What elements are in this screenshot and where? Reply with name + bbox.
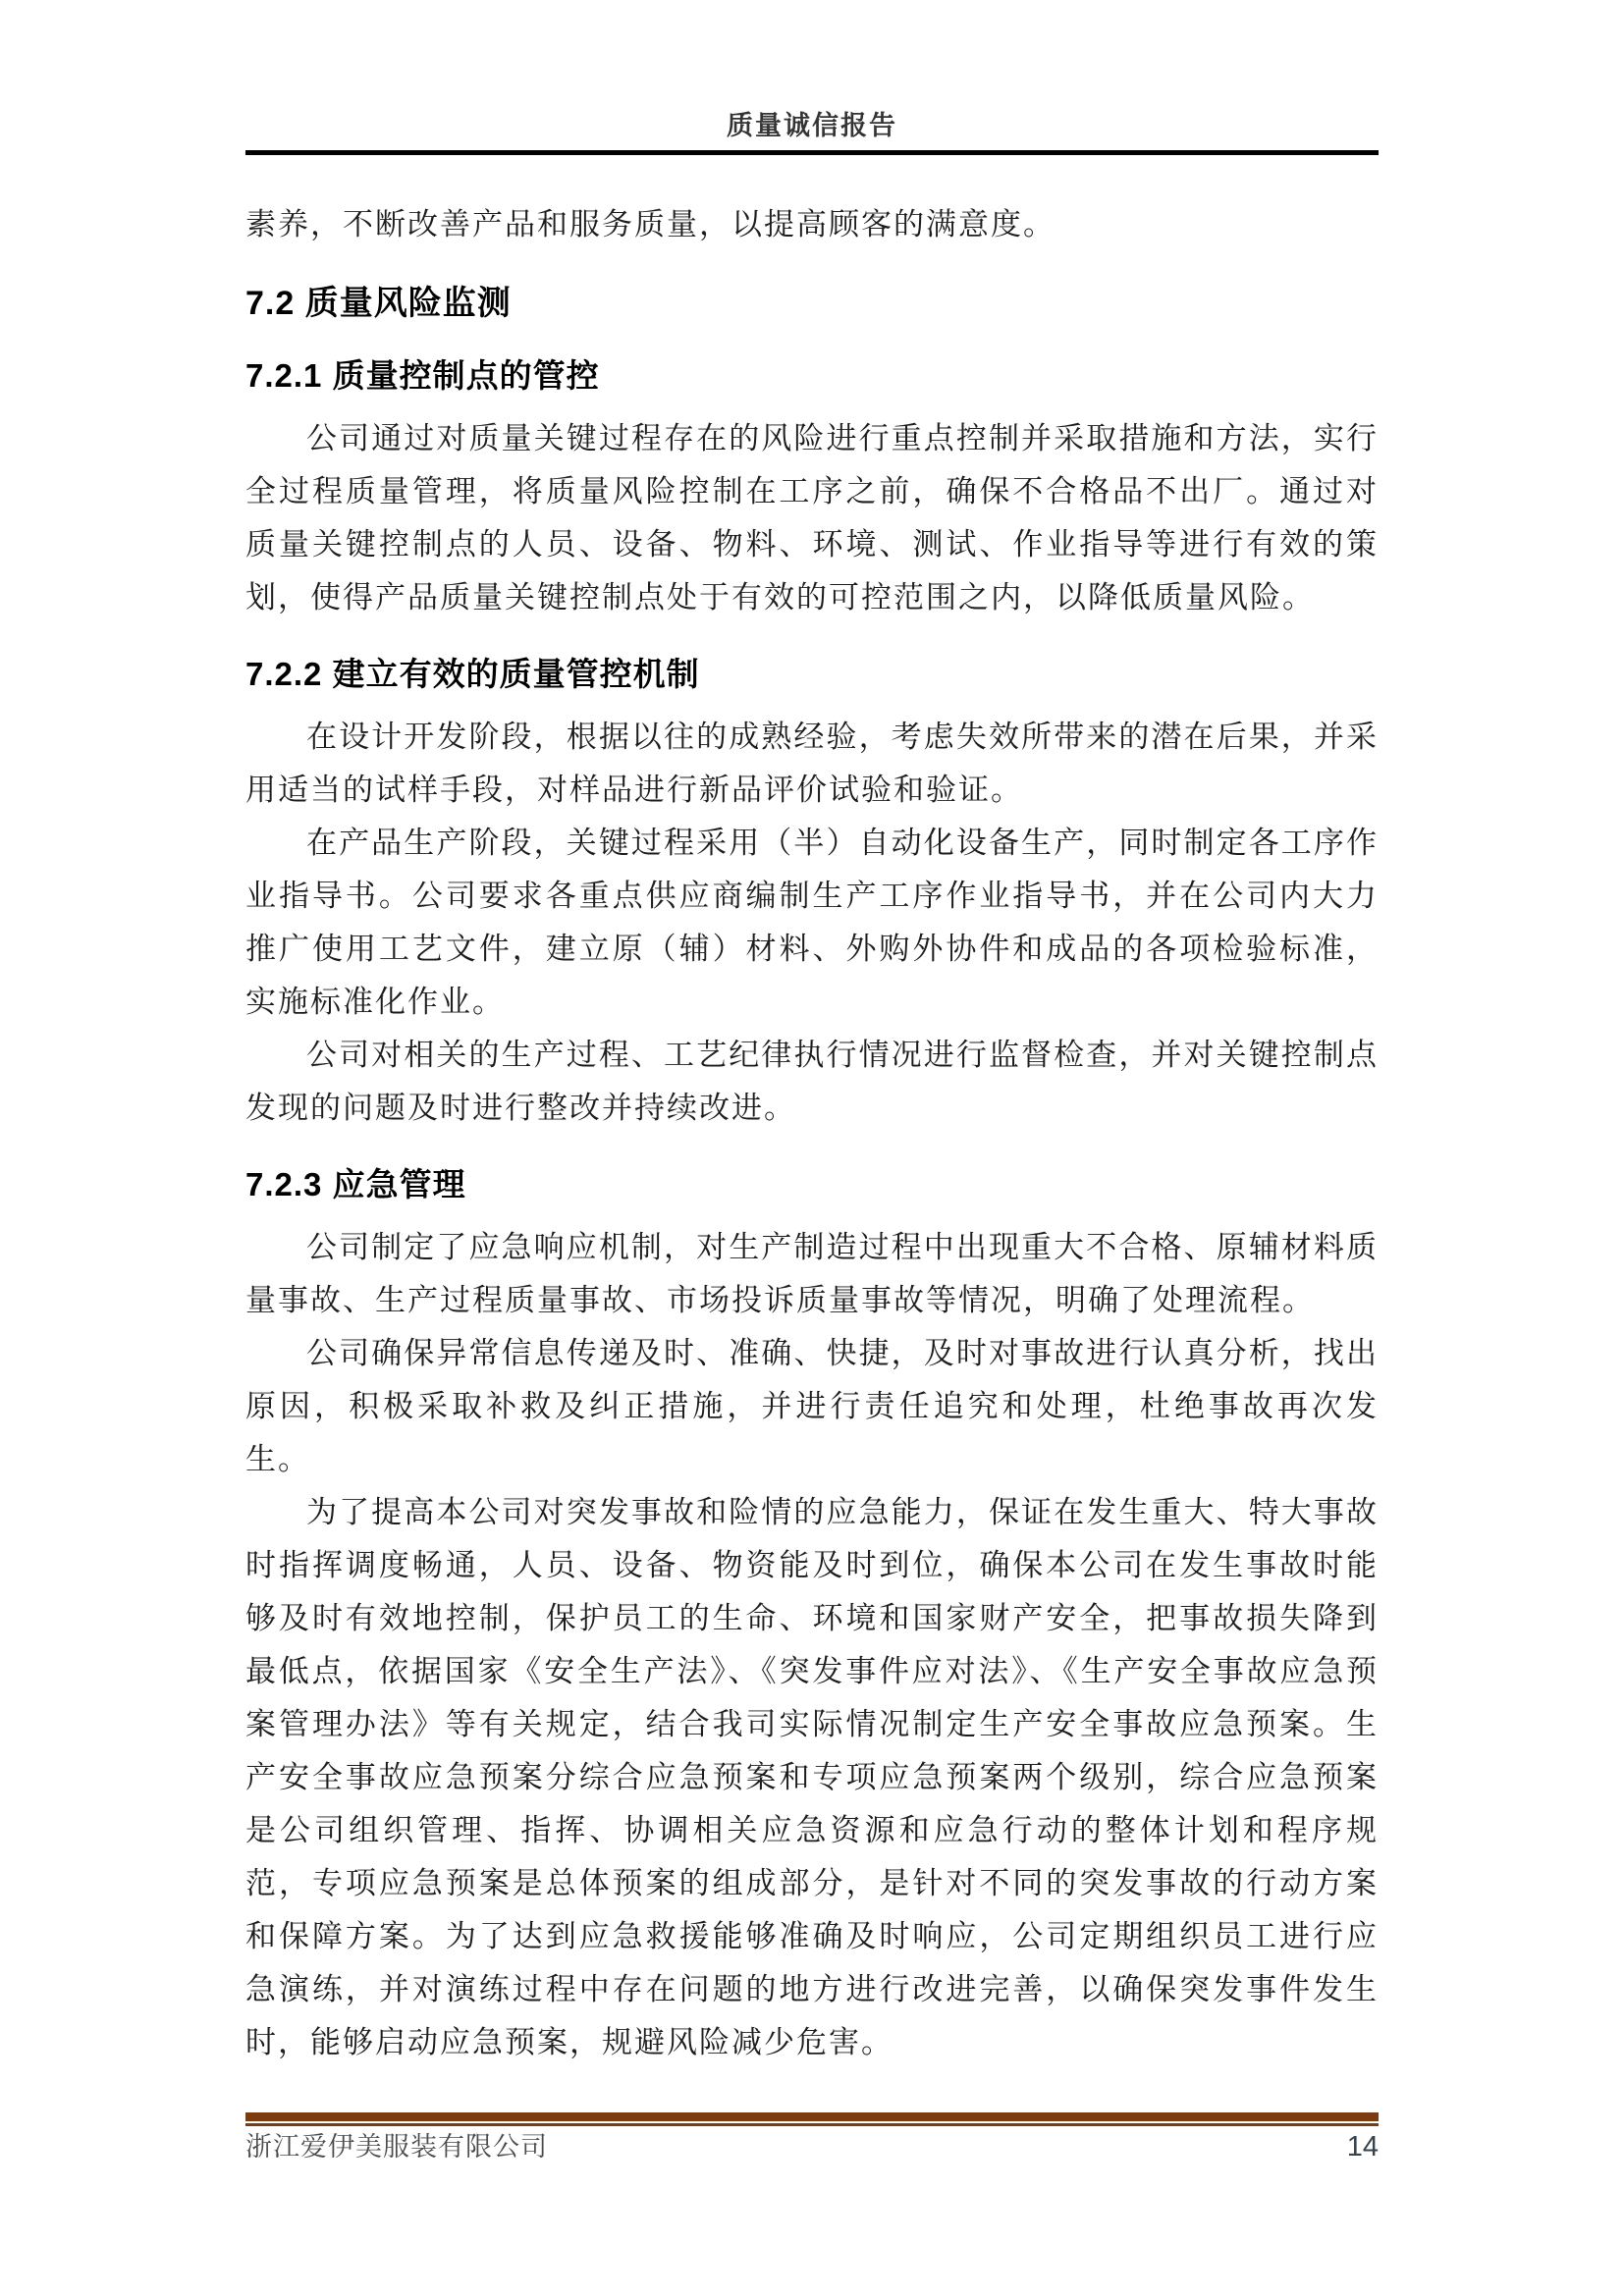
continuation-paragraph: 素养，不断改善产品和服务质量，以提高顾客的满意度。 xyxy=(245,207,1056,241)
subsection-heading-7-2-2: 7.2.2 建立有效的质量管控机制 xyxy=(245,656,700,692)
paragraph: 公司确保异常信息传递及时、准确、快捷，及时对事故进行认真分析，找出原因，积极采取补救及纠正措施，并进行责任追究和处理，杜绝事故再次发生。 xyxy=(245,1336,1379,1476)
paragraph: 为了提高本公司对突发事故和险情的应急能力，保证在发生重大、特大事故时指挥调度畅通，人员、设备、物资能及时到位，确保本公司在发生事故时能够及时有效地控制，保护员工的生命、环境和国家财产安全，把事故损失降到最低点，依据国家《安全生产法》、《突发事件应对法》、《生产安全事故应急预案管理办法》等有关规定，结合我司实际情况制定生产安全事故应急预案。生产安全事故应急预案分综合应急预案和专项应急预案两个级别，综合应急预案是公司组织管理、指挥、协调相关应急资源和应急行动的整体计划和程序规范，专项应急预案是总体预案的组成部分，是针对不同的突发事故的行动方案和保障方案。为了达到应急救援能够准确及时响应，公司定期组织员工进行应急演练，并对演练过程中存在问题的地方进行改进完善，以确保突发事件发生时，能够启动应急预案，规避风险减少危害。 xyxy=(245,1495,1379,2059)
header-rule xyxy=(245,150,1379,155)
subsection-heading-7-2-3: 7.2.3 应急管理 xyxy=(245,1166,466,1202)
paragraph: 公司制定了应急响应机制，对生产制造过程中出现重大不合格、原辅材料质量事故、生产过程质量事故、市场投诉质量事故等情况，明确了处理流程。 xyxy=(245,1230,1379,1317)
paragraph: 在设计开发阶段，根据以往的成熟经验，考虑失效所带来的潜在后果，并采用适当的试样手段，对样品进行新品评价试验和验证。 xyxy=(245,720,1379,807)
footer-row xyxy=(245,2130,1379,2163)
page-footer xyxy=(245,2112,1379,2163)
subsection-heading-7-2-1: 7.2.1 质量控制点的管控 xyxy=(245,357,600,394)
paragraph: 在产品生产阶段，关键过程采用（半）自动化设备生产，同时制定各工序作业指导书。公司要求各重点供应商编制生产工序作业指导书，并在公司内大力推广使用工艺文件，建立原（辅）材料、外购外协件和成品的各项检验标准，实施标准化作业。 xyxy=(245,826,1379,1019)
footer-page-number: 14 xyxy=(1346,2131,1379,2163)
section-heading-7-2: 7.2 质量风险监测 xyxy=(245,285,512,322)
document-body xyxy=(245,198,1379,2069)
footer-rule-thick xyxy=(245,2112,1379,2121)
page-header-title: 质量诚信报告 xyxy=(727,111,897,140)
footer-rule-thin xyxy=(245,2123,1379,2126)
paragraph: 公司通过对质量关键过程存在的风险进行重点控制并采取措施和方法，实行全过程质量管理，将质量风险控制在工序之前，确保不合格品不出厂。通过对质量关键控制点的人员、设备、物料、环境、测试、作业指导等进行有效的策划，使得产品质量关键控制点处于有效的可控范围之内，以降低质量风险。 xyxy=(245,421,1379,614)
footer-company-name: 浙江爱伊美服装有限公司 xyxy=(245,2132,548,2162)
paragraph: 公司对相关的生产过程、工艺纪律执行情况进行监督检查，并对关键控制点发现的问题及时进行整改并持续改进。 xyxy=(245,1038,1379,1125)
